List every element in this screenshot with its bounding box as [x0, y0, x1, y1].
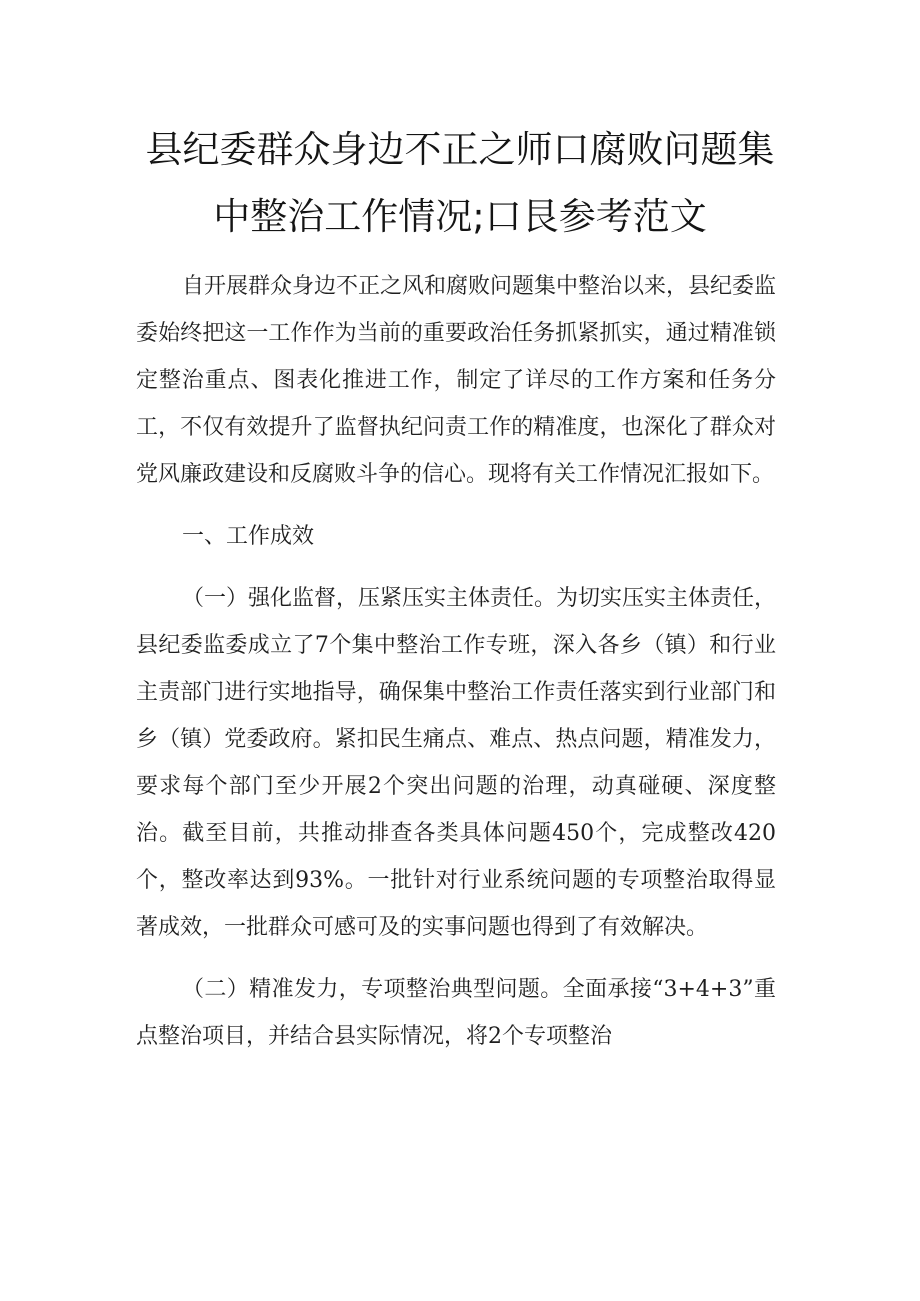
section-heading-results: 一、工作成效 [182, 524, 315, 549]
document-title-line-2: 中整治工作情况;口艮参考范文 [213, 195, 707, 238]
paragraph-targeted-rectification: （二）精准发力，专项整治典型问题。全面承接“3+4+3”重点整治项目，并结合县实际情况，将2个专项整治 [136, 977, 776, 1049]
intro-paragraph: 自开展群众身边不正之风和腐败问题集中整治以来，县纪委监委始终把这一工作作为当前的重要政治任务抓紧抓实，通过精准锁定整治重点、图表化推进工作，制定了详尽的工作方案和任务分工，不仅有效提升了监督执纪问责工作的精准度，也深化了群众对党风廉政建设和反腐败斗争的信心。现将有关工作情况汇报如下。 [136, 274, 777, 487]
document-body [136, 263, 776, 1060]
document-title-line-1: 县纪委群众身边不正之师口腐败问题集 [145, 128, 775, 171]
paragraph-strengthen-supervision: （一）强化监督，压紧压实主体责任。为切实压实主体责任，县纪委监委成立了7个集中整治工作专班，深入各乡（镇）和行业主责部门进行实地指导，确保集中整治工作责任落实到行业部门和乡（镇）党委政府。紧扣民生痛点、难点、热点问题，精准发力，要求每个部门至少开展2个突出问题的治理，动真碰硬、深度整治。截至目前，共推动排查各类具体问题450个，完成整改420个，整改率达到93%。一批针对行业系统问题的专项整治取得显著成效，一批群众可感可及的实事问题也得到了有效解决。 [136, 586, 777, 940]
